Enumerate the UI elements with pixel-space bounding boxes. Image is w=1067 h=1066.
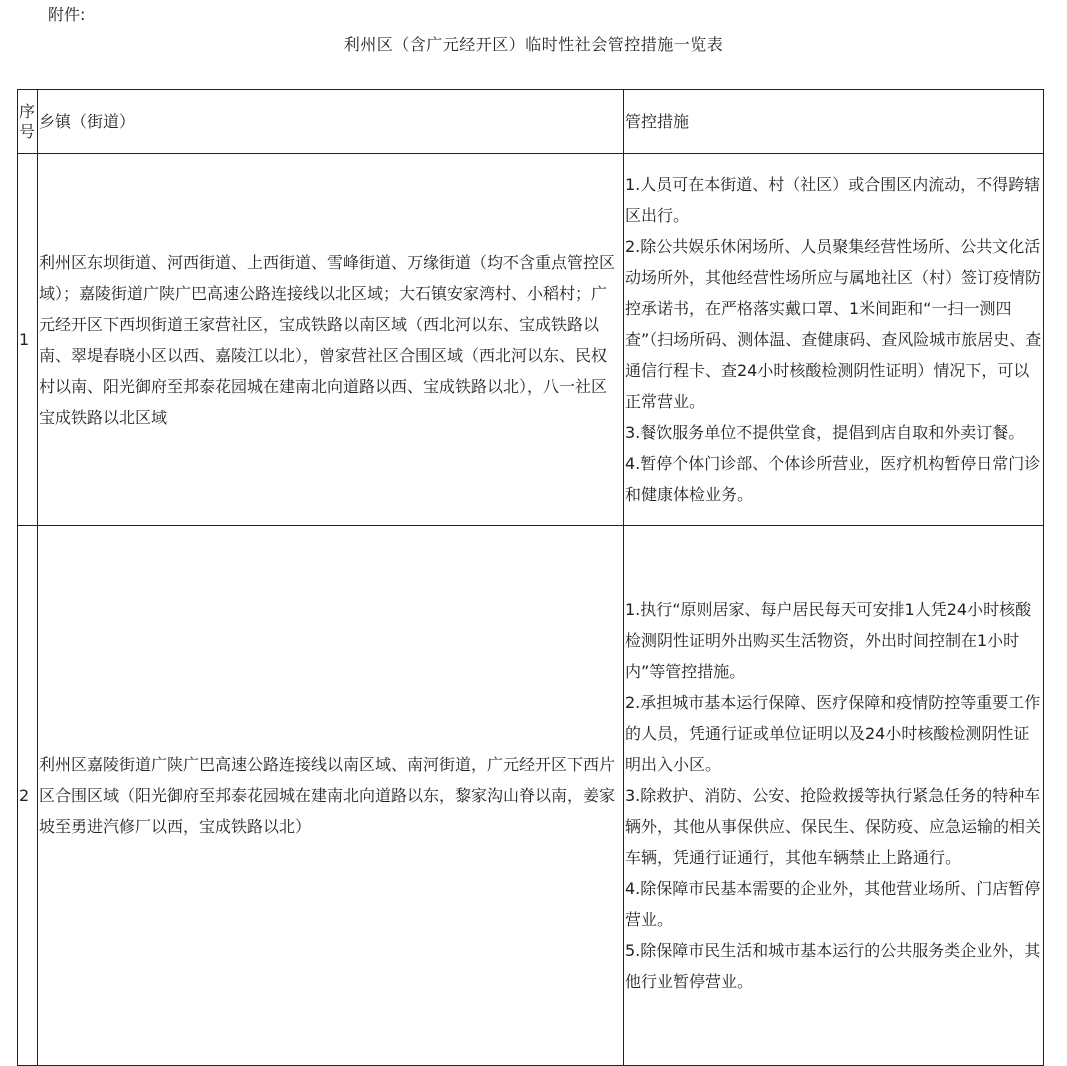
measures-cell bbox=[624, 154, 1044, 526]
table-header-row bbox=[18, 90, 1044, 154]
measure-item: 4.除保障市民基本需要的企业外，其他营业场所、门店暂停营业。 bbox=[625, 879, 1041, 929]
header-serial-line2: 号 bbox=[19, 121, 36, 141]
measure-item: 2.除公共娱乐休闲场所、人员聚集经营性场所、公共文化活动场所外，其他经营性场所应与属地社区（村）签订疫情防控承诺书，在严格落实戴口罩、1米间距和“一扫一测四查”（扫场所码、测体温、查健康码、查风险城市旅居史、查通信行程卡、查24小时核酸检测阴性证明）情况下，可以正常营业。 bbox=[625, 237, 1042, 411]
header-serial-number bbox=[18, 90, 38, 154]
header-serial-line1: 序 bbox=[19, 101, 36, 121]
table-row bbox=[18, 154, 1044, 526]
town-area-cell: 利州区东坝街道、河西街道、上西街道、雪峰街道、万缘街道（均不含重点管控区域）；嘉陵街道广陕广巴高速公路连接线以北区域；大石镇安家湾村、小稻村；广元经开区下西坝街道王家营社区，宝成铁路以南区域（西北河以东、宝成铁路以南、翠堤春晓小区以西、嘉陵江以北），曾家营社区合围区域（西北河以东、民权村以南、阳光御府至邦泰花园城在建南北向道路以西、宝成铁路以北），八一社区宝成铁路以北区域 bbox=[38, 154, 624, 526]
header-control-measures: 管控措施 bbox=[624, 90, 1044, 154]
control-measures-table bbox=[17, 89, 1044, 1066]
attachment-label: 附件: bbox=[48, 5, 86, 24]
row-number: 1 bbox=[18, 154, 38, 526]
row-number: 2 bbox=[18, 526, 38, 1066]
measure-item: 2.承担城市基本运行保障、医疗保障和疫情防控等重要工作的人员，凭通行证或单位证明以及24小时核酸检测阴性证明出入小区。 bbox=[625, 693, 1041, 774]
document-title: 利州区（含广元经开区）临时性社会管控措施一览表 bbox=[343, 35, 724, 54]
measure-item: 4.暂停个体门诊部、个体诊所营业，医疗机构暂停日常门诊和健康体检业务。 bbox=[625, 454, 1041, 504]
table-row bbox=[18, 526, 1044, 1066]
measure-item: 1.人员可在本街道、村（社区）或合围区内流动，不得跨辖区出行。 bbox=[625, 175, 1041, 225]
header-town-street: 乡镇（街道） bbox=[38, 90, 624, 154]
measure-item: 1.执行“原则居家、每户居民每天可安排1人凭24小时核酸检测阴性证明外出购买生活物资，外出时间控制在1小时内”等管控措施。 bbox=[625, 600, 1032, 681]
measure-item: 3.餐饮服务单位不提供堂食，提倡到店自取和外卖订餐。 bbox=[625, 423, 1025, 442]
measure-item: 5.除保障市民生活和城市基本运行的公共服务类企业外，其他行业暂停营业。 bbox=[625, 941, 1041, 991]
town-area-cell: 利州区嘉陵街道广陕广巴高速公路连接线以南区域、南河街道，广元经开区下西片区合围区域（阳光御府至邦泰花园城在建南北向道路以东，黎家沟山脊以南，姜家坡至勇进汽修厂以西，宝成铁路以北） bbox=[38, 526, 624, 1066]
measure-item: 3.除救护、消防、公安、抢险救援等执行紧急任务的特种车辆外，其他从事保供应、保民生、保防疫、应急运输的相关车辆，凭通行证通行，其他车辆禁止上路通行。 bbox=[625, 786, 1042, 867]
measures-cell bbox=[624, 526, 1044, 1066]
